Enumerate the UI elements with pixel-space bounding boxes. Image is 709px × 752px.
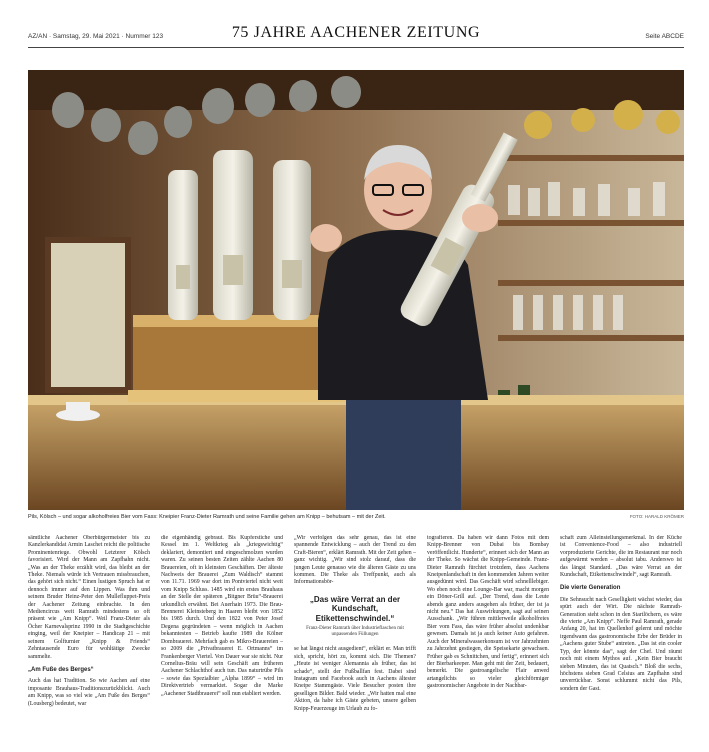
header-rule xyxy=(28,47,684,48)
pull-quote-text: „Das wäre Verrat an der Kundschaft, Etikettenschwindel.“ xyxy=(309,594,401,623)
bar-scene-illustration xyxy=(28,70,684,510)
paragraph: die eigenhändig gebraut. Bis Kupferstiche und Kessel im 1. Weltkrieg als „kriegswichtig“ deklariert, demontiert und eingeschmolzen wurden waren. Zu seinen besten Zeiten zählte Aachen 80 Brauereien, oft in kleinsten Geschäften. Der älteste Nachweis der Brauerei „Zum Waldisch“ stammt von 11.71. 1969 war dort im Pontviertel nicht weit vom Knipp Schluss. 1485 wird ein erstes Brauhaus an der Stelle der späteren „Bitgner Brüu“-Brauerei urkundlich erwähnt. Bei Auerhain 1973. Die Brau-Brennerei Kleinsteberg in Haaren bleibt von 1852 bis 1985 durch. Und den 1822 von Peter Josef Degena gegründeten – wenn möglich in Aachen bekanntesten – Betrieb kaufte 1989 die Kölner Dombrauerei. Mehrfach gab es Mikro-Brauereien – so 2009 die „Privatbrauerei E. Ortmanns“ im Frankenberger Viertel. Von Dauer war sie nicht. Nur Cornelius-Bräu will sein Geschäft am früheren Aachener Schlachthof auch tun. Das naturtrübe Pils – sowie das Spezialbier „Alpha 1899“ – wird im Direktvertrieb vermarktet. Sogar die Marke „Aachener Stadtbrauerei“ soll nun etabliert werden. xyxy=(161,535,283,697)
photo-caption xyxy=(28,514,684,520)
paragraph: Auch das hat Tradition. So wie Aachen auf eine imposante Brauhaus-Traditionszurückblickt. Auch am Knipp, was so viel wie „Am Fuße des Berges“ (Lousberg) bedeutet, war xyxy=(28,678,150,707)
subheading: Die vierte Generation xyxy=(560,585,621,592)
pull-quote xyxy=(294,595,416,639)
main-photo xyxy=(28,70,684,510)
article-column-2 xyxy=(161,535,283,699)
paragraph: se hat längst nicht ausgedient“, erklärt er. Man trifft sich, spricht, hört zu, kommt sich. Die Themen? „Heute ist weniger Alemannia als früher, das ist schade“, stellt der Fußballfan fest. Dabei sind Instagram und Facebook auch in Aachens ältester Kneipe Stammgäste. Viele Besucher posten ihre geselligen Bilder. Bald wieder. „Wir hatten mal eine Aktion, da habe ich Gäste gebeten, unsere gelben Knipp-Feuerzeuge im Urlaub zu fo- xyxy=(294,646,416,712)
article-column-1 xyxy=(28,535,150,709)
page-title: 75 JAHRE AACHENER ZEITUNG xyxy=(231,24,481,41)
article-column-4 xyxy=(427,535,549,692)
page-header xyxy=(28,22,684,48)
issue-info: AZ/AN · Samstag, 29. Mai 2021 · Nummer 123 xyxy=(28,33,164,40)
article-body xyxy=(28,535,684,747)
paragraph: Die Sehnsucht nach Geselligkeit wächst wieder, das spürt auch der Wirt. Die nächste Ramrath-Generation steht schon in den Startlöchern, es wäre die vierte „Am Knipp“. Neffe Paul Ramrath, gerade Anfang 20, hat im Quellenhof gelernt und möchte irgendwann das gastronomische Erbe der Brüder in „Aachens guter Stube“ antreten. „Das ist ein cooler Typ, der könnte das“, sagt der Chef. Und räumt noch mit einem Mythos auf. „Kein Bier braucht sieben Minuten, das ist Quatsch.“ Bloß die sechs, höchstens sieben Grad Celsius am Zapfhahn sind unverrückbar. Sonst schlummt nicht das Pils, sondern der Gast. xyxy=(560,596,682,692)
page-number: Seite ABCDE xyxy=(645,33,684,40)
subheading: „Am Fuße des Berges“ xyxy=(28,666,94,673)
article-column-5 xyxy=(560,535,682,694)
pull-quote-attribution: Franz-Dieter Ramrath über Industrieflaschen mit unpassenden Füllungen xyxy=(306,626,404,638)
photo-credit: FOTO: HARALD KRÖMER xyxy=(629,514,684,519)
paragraph: schaft zum Alleinstellungsmerkmal. In der Küche ist Convenience-Food – also industriell vorproduzierte Gerichte, die im Restaurant nur noch aufgewärmt werden – absolut tabu. Anderswo ist das längst Standard. „Das wäre Verrat an der Kundschaft, Etikettenschwindel“, sagt Ramrath. xyxy=(560,535,682,579)
article-column-3 xyxy=(294,535,416,714)
paragraph: „Wir verfolgen das sehr genau, das ist eine spannende Entwicklung – auch der Trend zu den Craft-Bieren“, erklärt Ramrath. Mit der Zeit gehen – ganz wichtig. „Wir sind stolz darauf, dass die jungen Leute genauso wie die älteren Gäste zu uns kommen. Die Theke als Treffpunkt, auch als Informationsbör- xyxy=(294,535,416,586)
paragraph: sämtliche Aachener Oberbürgermeister bis zu Kanzlerkandidat Armin Laschet reicht die politische Prominentenriege. Obwohl Letzterer Kölsch favorisiert. Wird der Mann am Zapfhahn nicht. „Was an der Theke erzählt wird, das bleibt an der Theke. Niemals würde ich Vertrauen missbrauchen, das gehört sich nicht.“ Einen lustigen Spruch hat er dennoch immer auf den Lippen. Was ihm und seinem Bruder Heinz-Peter den Mullefluppet-Preis der Aachener Zeitung einbrachte. In den Mediencircus weit Ramrath mindestens so oft präsent wie „Am Knipp“. Weil Franz-Dieter als Öcher Karnevalsprinz 1990 in die Stadtgeschichte einging, weil der Kneipier – Handicap 21 – mit seinem Golfturnier „Knipp & Friends“ Zehntausende Euro für wohltätige Zwecke sammelte. xyxy=(28,535,150,660)
caption-text: Pils, Kölsch – und sogar alkoholfreies Bier vom Fass: Kneipier Franz-Dieter Ramrath und seine Familie gehen am Knipp – behutsam – mit der Zeit. xyxy=(28,514,386,520)
paragraph: tografieren. Da haben wir dann Fotos mit dem Knipp-Brenner von Dubai bis Bombay veröffentlicht. Hunderte“, erinnert sich der Mann an der Theke. So wächst die Knipp-Gemeinde. Franz-Dieter Ramrath fürchtet trotzdem, dass Aachens Kneipenlandschaft in den kommenden Jahren weiter ausgedünnt wird. Das Geschäft wird schnelllebiger. Wo eben noch eine Lounge-Bar war, macht morgen ein Döner-Grill auf. „Der Trend, dass die Leute abends ganz anders ausgehen als früher, der ist ja nicht neu.“ Das hat Auswirkungen, sagt auf seinen Ausschank. „Wir führen mittlerweile alkoholfreies Bier vom Fass, das wäre früher absolut undenkbar gewesen. Damals ist ja auch keiner Auto gefahren. Auch der Mineralwasserkonsum ist vor Jahrzehnten zu Jahrzehnt gestiegen, die Speisekarte gewachsen. Früher gab es Schnittchen, und fertig“, erinnert sich der Bierbarkeeper. Man geht mit der Zeit, bedauert, bemerkt. Die gastroangelische Flair anwed artangelichts so vieler gleichförmiger gastronomischer Angebote in der Nachbar- xyxy=(427,535,549,690)
